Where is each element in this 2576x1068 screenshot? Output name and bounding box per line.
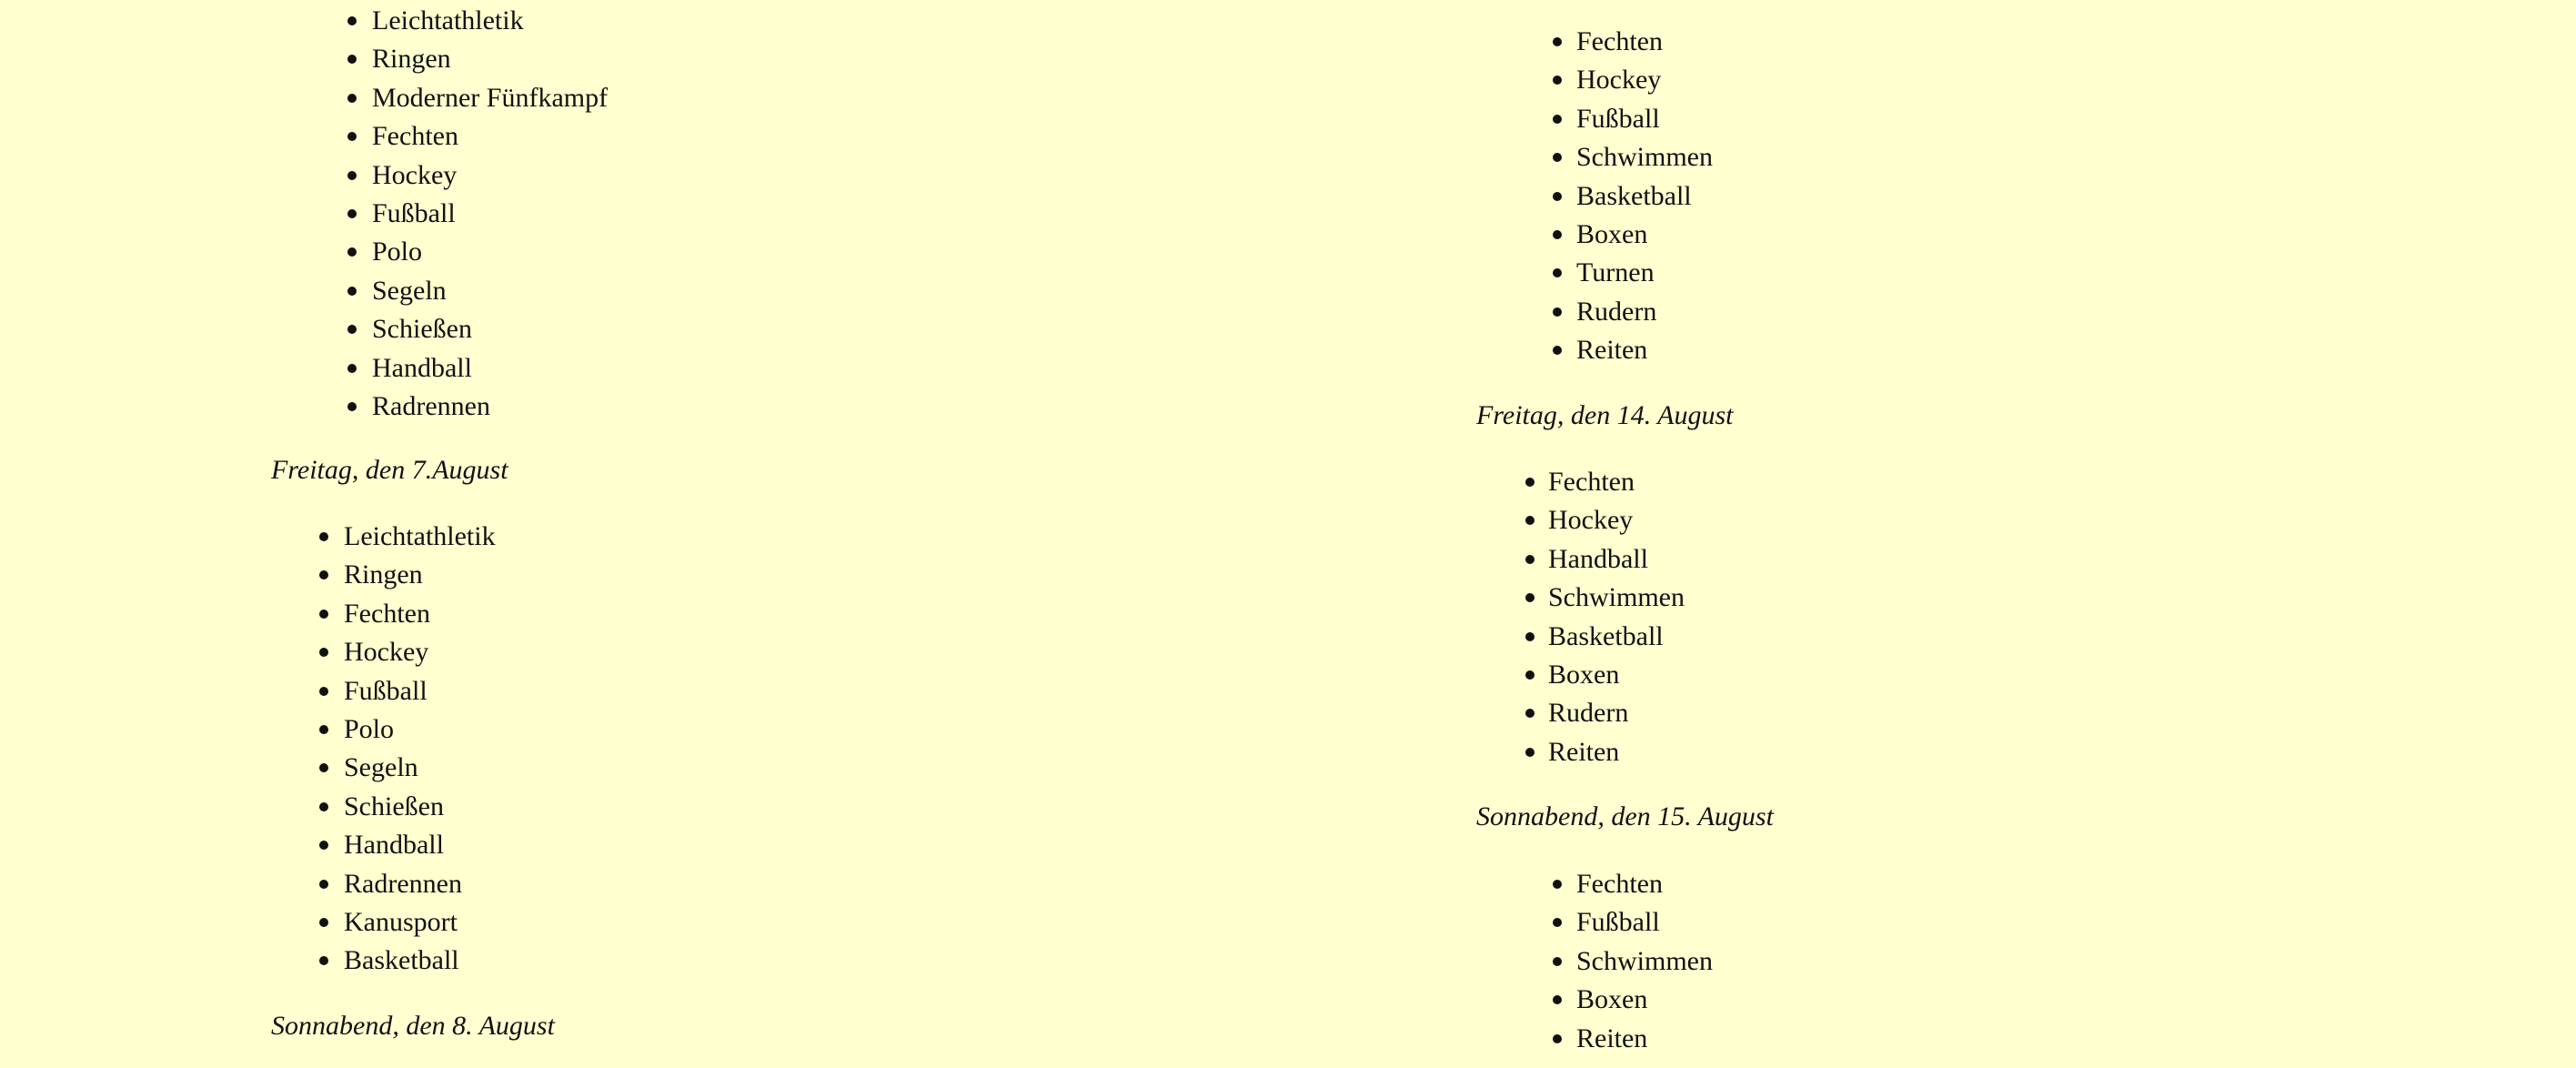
list-item-label: Handball xyxy=(1548,544,1648,574)
list-item-label: Hockey xyxy=(344,637,429,667)
list-item-label: Fechten xyxy=(344,599,430,629)
bullet-icon xyxy=(347,287,357,296)
bullet-icon xyxy=(1553,268,1562,277)
bullet-icon xyxy=(347,94,357,103)
list-item-label: Leichtathletik xyxy=(372,5,524,35)
bullet-icon xyxy=(319,570,328,579)
bullet-icon xyxy=(347,171,357,180)
list-item-label: Radrennen xyxy=(344,869,462,899)
list-item-label: Schwimmen xyxy=(1548,582,1685,612)
list-item-label: Boxen xyxy=(1548,660,1620,690)
list-item-label: Schießen xyxy=(372,314,472,344)
bullet-icon xyxy=(319,956,328,965)
bullet-icon xyxy=(1553,995,1562,1004)
list-item-label: Reiten xyxy=(1576,335,1648,365)
list-item-label: Hockey xyxy=(1548,505,1634,535)
bullet-icon xyxy=(319,532,328,541)
bullet-icon xyxy=(1525,632,1535,641)
bullet-icon xyxy=(347,364,357,373)
bullet-icon xyxy=(1553,153,1562,162)
bullet-icon xyxy=(319,687,328,696)
list-item-label: Boxen xyxy=(1576,984,1648,1014)
list-item-label: Handball xyxy=(344,830,444,860)
bullet-icon xyxy=(1525,478,1535,487)
bullet-icon xyxy=(1553,192,1562,201)
bullet-icon xyxy=(319,841,328,850)
bullet-icon xyxy=(319,763,328,772)
bullet-icon xyxy=(319,802,328,811)
list-item-label: Polo xyxy=(344,714,395,744)
bullet-icon xyxy=(319,610,328,619)
day-heading: Sonnabend, den 8. August xyxy=(271,1011,555,1041)
list-item-label: Ringen xyxy=(344,559,423,589)
bullet-icon xyxy=(1525,670,1535,680)
list-item-label: Rudern xyxy=(1576,297,1657,327)
list-item-label: Fechten xyxy=(1576,26,1663,56)
bullet-icon xyxy=(319,725,328,734)
list-item-label: Fußball xyxy=(344,676,428,706)
list-item-label: Schießen xyxy=(344,791,444,821)
bullet-icon xyxy=(347,247,357,257)
day-heading: Freitag, den 7.August xyxy=(271,455,508,485)
bullet-icon xyxy=(1525,593,1535,602)
bullet-icon xyxy=(1525,555,1535,564)
list-item-label: Reiten xyxy=(1576,1023,1648,1053)
bullet-icon xyxy=(347,55,357,64)
list-item-label: Hockey xyxy=(372,160,458,190)
list-item-label: Leichtathletik xyxy=(344,521,496,551)
bullet-icon xyxy=(1553,37,1562,46)
bullet-icon xyxy=(1525,709,1535,718)
bullet-icon xyxy=(347,16,357,25)
list-item-label: Polo xyxy=(372,237,423,267)
list-item-label: Fußball xyxy=(372,198,456,228)
bullet-icon xyxy=(319,880,328,889)
bullet-icon xyxy=(1553,307,1562,317)
list-item-label: Basketball xyxy=(1548,621,1664,651)
bullet-icon xyxy=(1553,918,1562,927)
list-item-label: Reiten xyxy=(1548,737,1620,767)
list-item-label: Basketball xyxy=(1576,181,1692,211)
bullet-icon xyxy=(1525,748,1535,757)
bullet-icon xyxy=(1553,346,1562,355)
bullet-icon xyxy=(1553,115,1562,124)
bullet-icon xyxy=(1525,516,1535,525)
list-item-label: Radrennen xyxy=(372,391,490,421)
list-item-label: Hockey xyxy=(1576,65,1662,95)
list-item-label: Kanusport xyxy=(344,907,458,937)
list-item-label: Moderner Fünfkampf xyxy=(372,83,609,113)
list-item-label: Fechten xyxy=(1548,467,1635,497)
list-item-label: Basketball xyxy=(344,945,459,975)
bullet-icon xyxy=(347,209,357,218)
bullet-icon xyxy=(319,918,328,927)
day-heading: Freitag, den 14. August xyxy=(1476,400,1734,430)
list-item-label: Fußball xyxy=(1576,907,1660,937)
list-item-label: Handball xyxy=(372,353,472,383)
bullet-icon xyxy=(347,132,357,141)
list-item-label: Rudern xyxy=(1548,698,1629,728)
list-item-label: Fußball xyxy=(1576,104,1660,134)
bullet-icon xyxy=(1553,230,1562,239)
list-item-label: Segeln xyxy=(372,276,447,306)
list-item-label: Schwimmen xyxy=(1576,142,1713,172)
list-item-label: Boxen xyxy=(1576,219,1648,249)
bullet-icon xyxy=(1553,957,1562,966)
bullet-icon xyxy=(1553,880,1562,889)
list-item-label: Segeln xyxy=(344,752,418,782)
list-item-label: Turnen xyxy=(1576,257,1655,287)
list-item-label: Ringen xyxy=(372,44,451,74)
day-heading: Sonnabend, den 15. August xyxy=(1476,801,1774,831)
bullet-icon xyxy=(1553,1034,1562,1043)
list-item-label: Fechten xyxy=(372,121,458,151)
bullet-icon xyxy=(347,402,357,411)
list-item-label: Schwimmen xyxy=(1576,946,1713,976)
bullet-icon xyxy=(1553,76,1562,85)
list-item-label: Fechten xyxy=(1576,869,1663,899)
bullet-icon xyxy=(347,325,357,334)
bullet-icon xyxy=(319,648,328,657)
